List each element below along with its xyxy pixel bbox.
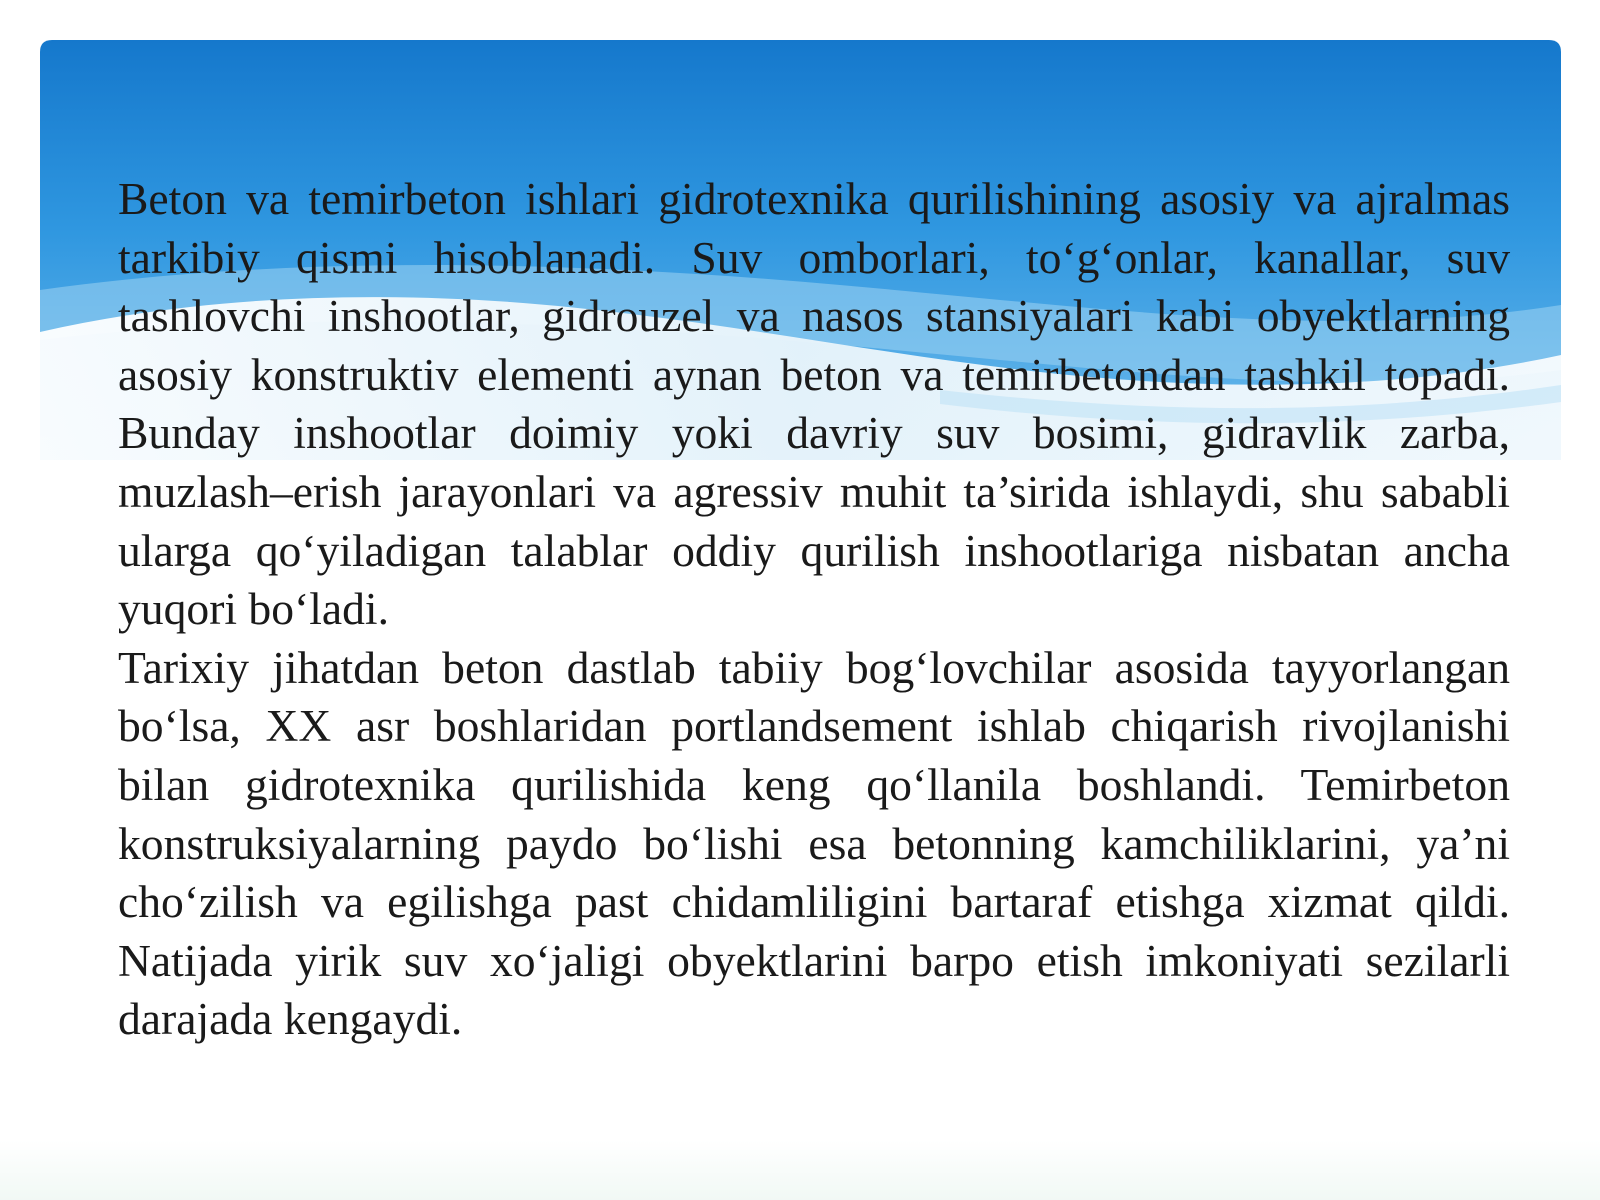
paragraph-1: Beton va temirbeton ishlari gidrotexnika qurilishining asosiy va ajralmas tarkibiy qismi hisoblanadi. Suv omborlari, to‘g‘onlar, kanallar, suv tashlovchi inshootlar, gidrouzel va nasos stansiyalari kabi obyektlarning asosiy konstruktiv elementi aynan beton va temirbetondan tashkil topadi. Bunday inshootlar doimiy yoki davriy suv bosimi, gidravlik zarba, muzlash–erish jarayonlari va agressiv muhit ta’sirida ishlaydi, shu sababli ularga qo‘yiladigan talablar oddiy qurilish inshootlariga nisbatan ancha yuqori bo‘ladi.	[118, 173, 1510, 635]
slide-body-text	[118, 170, 1510, 1049]
paragraph-2: Tarixiy jihatdan beton dastlab tabiiy bog‘lovchilar asosida tayyorlangan bo‘lsa, XX asr boshlaridan portlandsement ishlab chiqarish rivojlanishi bilan gidrotexnika qurilishida keng qo‘llanila boshlandi. Temirbeton konstruksiyalarning paydo bo‘lishi esa betonning kamchiliklarini, ya’ni cho‘zilish va egilishga past chidamliligini bartaraf etishga xizmat qildi. Natijada yirik suv xo‘jaligi obyektlarini barpo etish imkoniyati sezilarli darajada kengaydi.	[118, 641, 1510, 1045]
bottom-haze	[0, 1140, 1600, 1200]
